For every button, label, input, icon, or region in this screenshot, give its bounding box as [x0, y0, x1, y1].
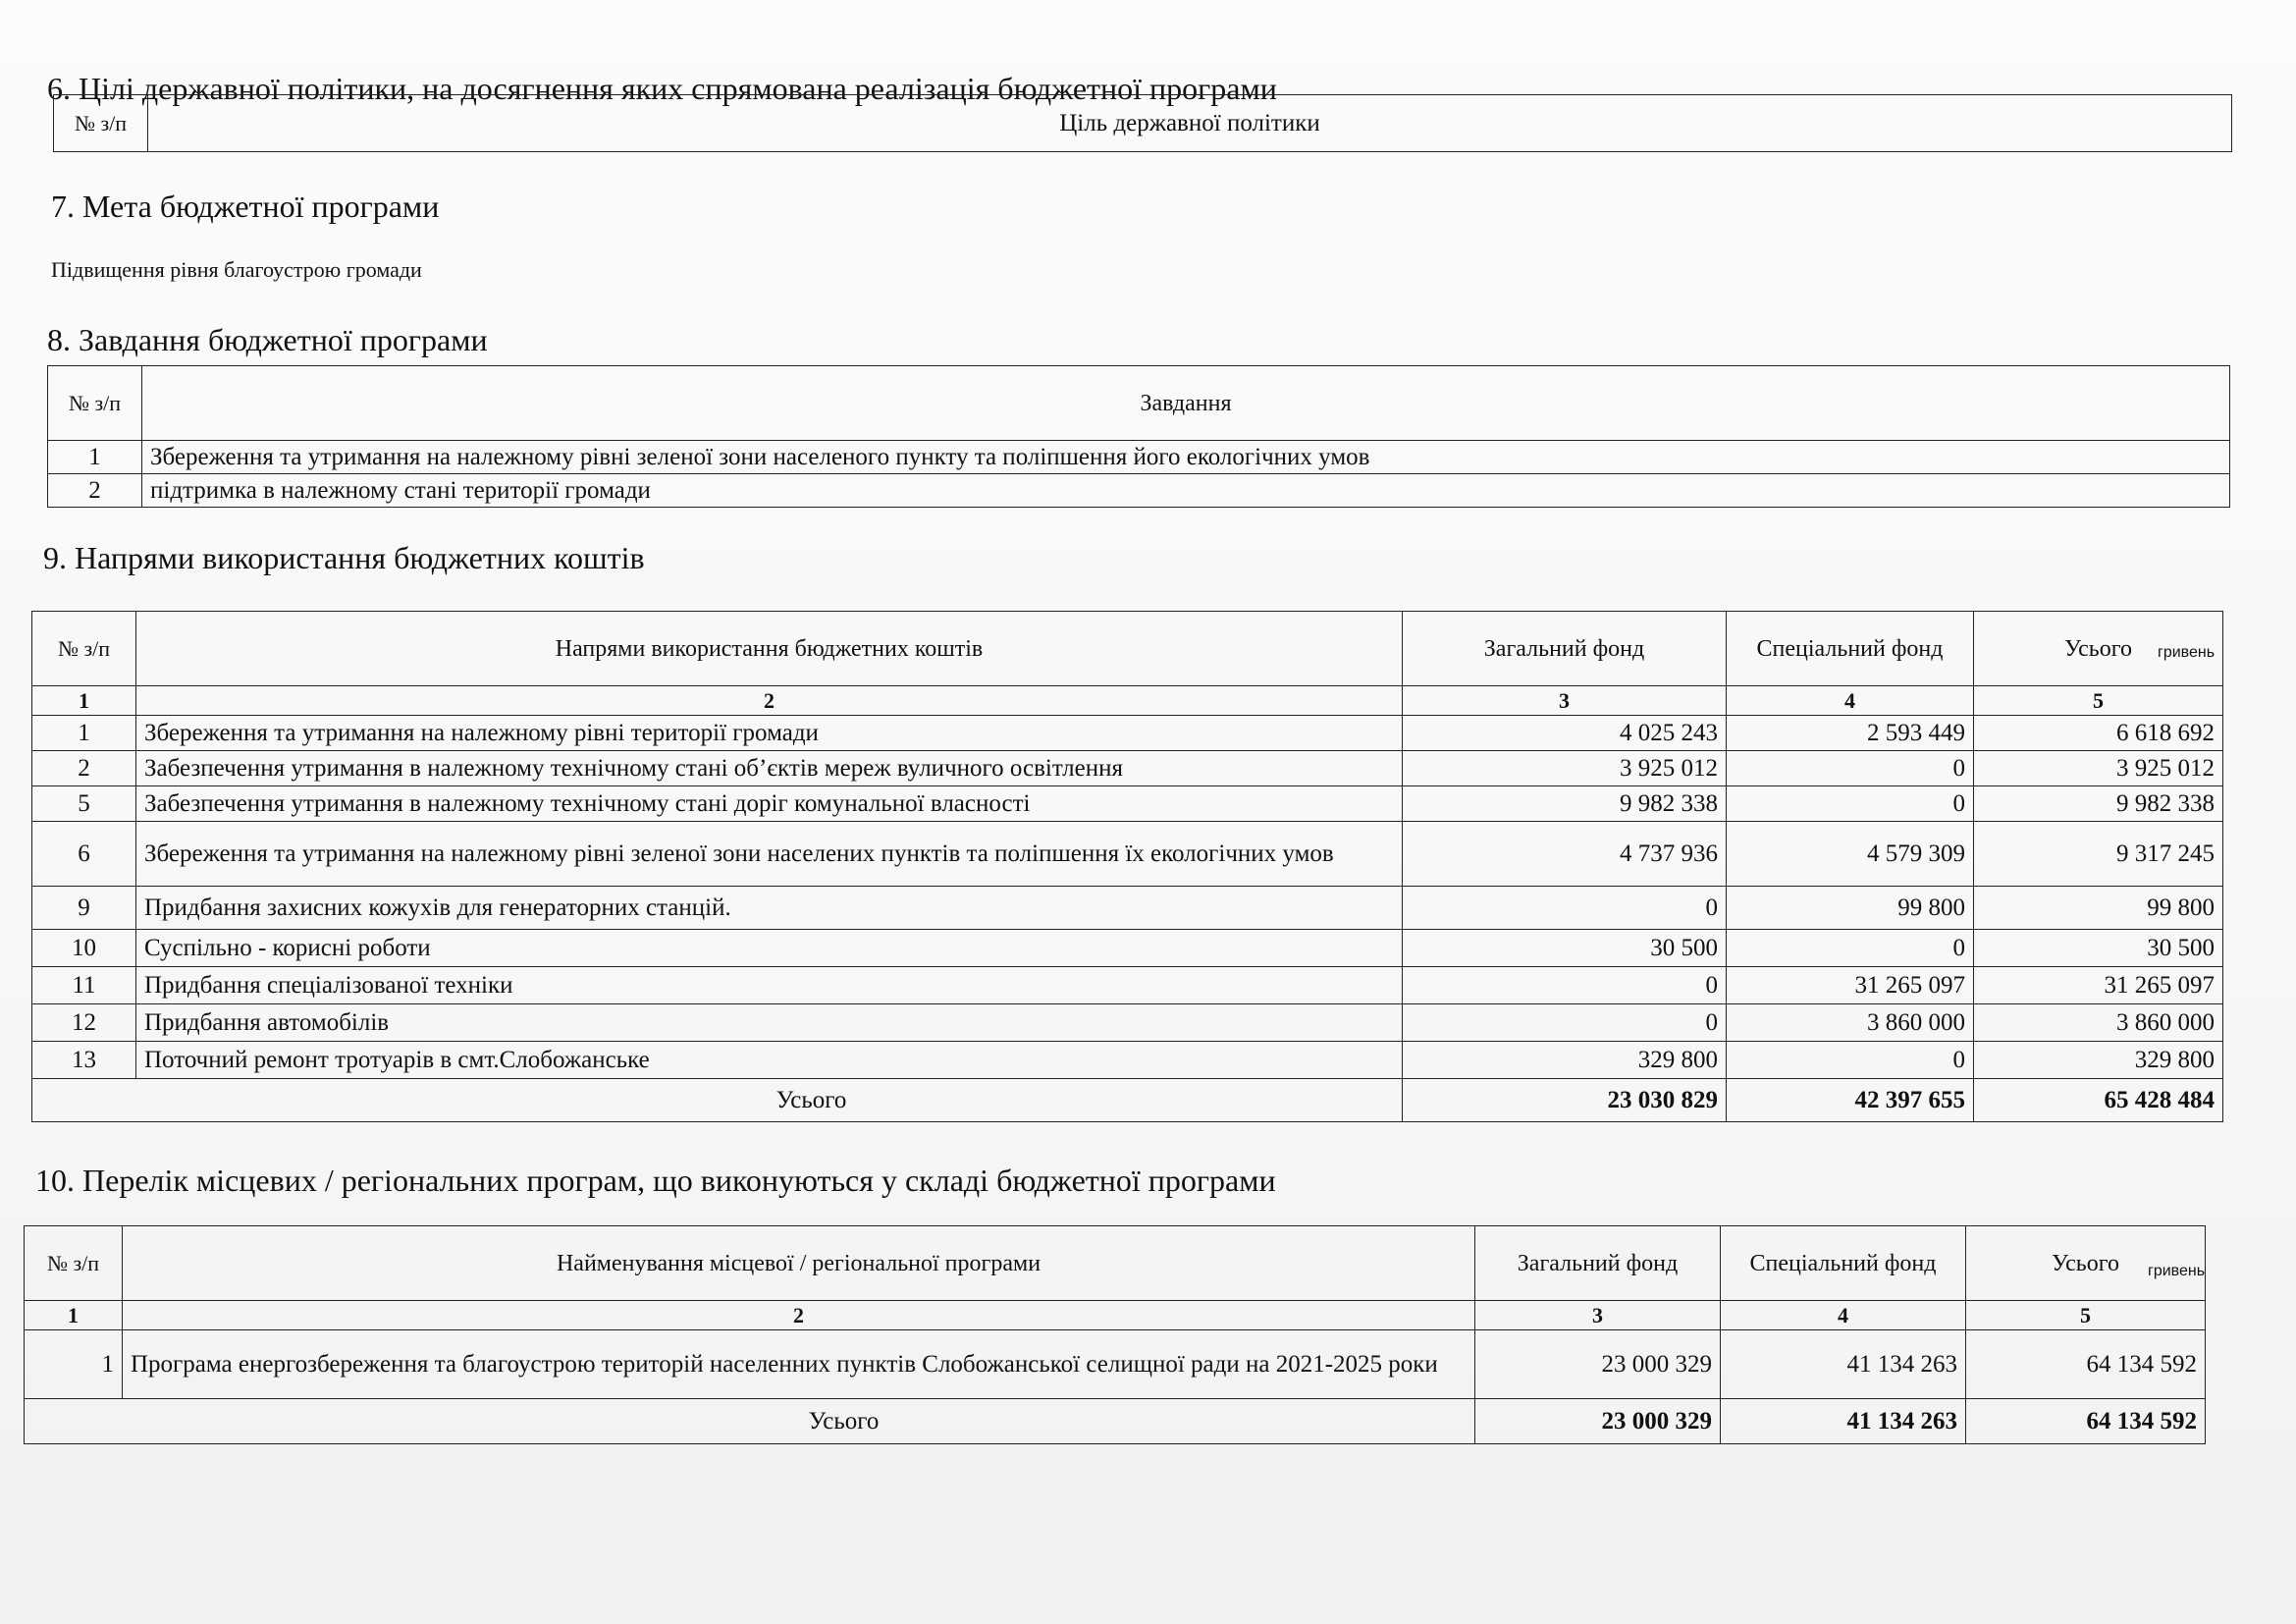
total-total: 64 134 592 — [1966, 1399, 2206, 1444]
row-general-fund: 0 — [1403, 1004, 1727, 1042]
total-special-fund: 41 134 263 — [1721, 1399, 1966, 1444]
row-no: 11 — [32, 967, 136, 1004]
row-no: 5 — [32, 786, 136, 822]
table-row — [48, 441, 2230, 474]
section-6-table — [53, 94, 2232, 152]
col-header-direction: Напрями використання бюджетних коштів — [136, 612, 1403, 686]
col-header-task: Завдання — [142, 366, 2230, 441]
row-total: 99 800 — [1974, 887, 2223, 930]
table-row — [32, 1004, 2223, 1042]
row-general-fund: 3 925 012 — [1403, 751, 1727, 786]
column-number-row — [25, 1301, 2206, 1330]
row-direction: Забезпечення утримання в належному технічному стані об’єктів мереж вуличного освітлення — [136, 751, 1403, 786]
unit-label: гривень — [2148, 1263, 2206, 1279]
table-row — [32, 822, 2223, 887]
row-special-fund: 2 593 449 — [1727, 716, 1974, 751]
col-header-no: № з/п — [32, 612, 136, 686]
section-8-table — [47, 365, 2230, 508]
row-total: 31 265 097 — [1974, 967, 2223, 1004]
col-num: 3 — [1475, 1301, 1721, 1330]
row-special-fund: 0 — [1727, 786, 1974, 822]
column-number-row — [32, 686, 2223, 716]
section-7-title: 7. Мета бюджетної програми — [51, 189, 440, 224]
row-special-fund: 31 265 097 — [1727, 967, 1974, 1004]
row-no: 1 — [25, 1330, 123, 1399]
col-num: 2 — [136, 686, 1403, 716]
row-total: 329 800 — [1974, 1042, 2223, 1079]
row-direction: Придбання спеціалізованої техніки — [136, 967, 1403, 1004]
row-direction: Суспільно - корисні роботи — [136, 930, 1403, 967]
section-10-table — [24, 1225, 2206, 1444]
col-header-goal: Ціль державної політики — [148, 95, 2232, 152]
row-general-fund: 4 737 936 — [1403, 822, 1727, 887]
row-direction: Забезпечення утримання в належному технічному стані доріг комунальної власності — [136, 786, 1403, 822]
row-total: 3 860 000 — [1974, 1004, 2223, 1042]
table-row — [32, 751, 2223, 786]
table-row — [25, 1330, 2206, 1399]
row-direction: Поточний ремонт тротуарів в смт.Слобожанське — [136, 1042, 1403, 1079]
section-9-title: 9. Напрями використання бюджетних коштів — [43, 540, 645, 575]
row-special-fund: 3 860 000 — [1727, 1004, 1974, 1042]
col-num: 4 — [1727, 686, 1974, 716]
row-special-fund: 0 — [1727, 751, 1974, 786]
row-program-name: Програма енергозбереження та благоустрою територій населенних пунктів Слобожанської селищної ради на 2021-2025 роки — [123, 1330, 1475, 1399]
row-special-fund: 0 — [1727, 930, 1974, 967]
total-general-fund: 23 030 829 — [1403, 1079, 1727, 1122]
row-general-fund: 23 000 329 — [1475, 1330, 1721, 1399]
total-general-fund: 23 000 329 — [1475, 1399, 1721, 1444]
col-header-general-fund: Загальний фонд — [1403, 612, 1727, 686]
row-no: 2 — [32, 751, 136, 786]
total-total: 65 428 484 — [1974, 1079, 2223, 1122]
row-special-fund: 4 579 309 — [1727, 822, 1974, 887]
col-header-special-fund: Спеціальний фонд — [1727, 612, 1974, 686]
table-row — [32, 786, 2223, 822]
task-text: Збереження та утримання на належному рівні зеленої зони населеного пункту та поліпшення його екологічних умов — [142, 441, 2230, 474]
col-header-total: Усього — [1966, 1226, 2206, 1301]
row-general-fund: 329 800 — [1403, 1042, 1727, 1079]
row-total: 64 134 592 — [1966, 1330, 2206, 1399]
row-no: 13 — [32, 1042, 136, 1079]
row-total: 3 925 012 — [1974, 751, 2223, 786]
col-num: 2 — [123, 1301, 1475, 1330]
task-no: 1 — [48, 441, 142, 474]
row-general-fund: 30 500 — [1403, 930, 1727, 967]
total-label: Усього — [25, 1399, 1475, 1444]
row-no: 6 — [32, 822, 136, 887]
table-row — [32, 716, 2223, 751]
table-row — [48, 474, 2230, 508]
total-label: Усього — [32, 1079, 1403, 1122]
row-total: 30 500 — [1974, 930, 2223, 967]
row-general-fund: 0 — [1403, 887, 1727, 930]
col-header-general-fund: Загальний фонд — [1475, 1226, 1721, 1301]
col-num: 5 — [1974, 686, 2223, 716]
col-header-program-name: Найменування місцевої / регіональної програми — [123, 1226, 1475, 1301]
row-direction: Збереження та утримання на належному рівні зеленої зони населених пунктів та поліпшення їх екологічних умов — [136, 822, 1403, 887]
col-num: 4 — [1721, 1301, 1966, 1330]
row-no: 9 — [32, 887, 136, 930]
table-row — [32, 967, 2223, 1004]
table-row — [32, 1042, 2223, 1079]
total-row — [32, 1079, 2223, 1122]
row-total: 9 317 245 — [1974, 822, 2223, 887]
unit-label: гривень — [2158, 644, 2216, 661]
col-num: 3 — [1403, 686, 1727, 716]
section-8-title: 8. Завдання бюджетної програми — [47, 322, 488, 357]
row-total: 9 982 338 — [1974, 786, 2223, 822]
section-9-table — [31, 611, 2223, 1122]
task-text: підтримка в належному стані території громади — [142, 474, 2230, 508]
section-10-title: 10. Перелік місцевих / регіональних програм, що виконуються у складі бюджетної програми — [35, 1163, 1276, 1198]
row-direction: Придбання захисних кожухів для генераторних станцій. — [136, 887, 1403, 930]
total-special-fund: 42 397 655 — [1727, 1079, 1974, 1122]
col-header-no: № з/п — [48, 366, 142, 441]
row-general-fund: 4 025 243 — [1403, 716, 1727, 751]
col-num: 1 — [32, 686, 136, 716]
row-no: 12 — [32, 1004, 136, 1042]
total-row — [25, 1399, 2206, 1444]
row-special-fund: 0 — [1727, 1042, 1974, 1079]
row-special-fund: 99 800 — [1727, 887, 1974, 930]
row-general-fund: 0 — [1403, 967, 1727, 1004]
row-general-fund: 9 982 338 — [1403, 786, 1727, 822]
col-header-no: № з/п — [54, 95, 148, 152]
col-num: 1 — [25, 1301, 123, 1330]
col-header-special-fund: Спеціальний фонд — [1721, 1226, 1966, 1301]
row-no: 1 — [32, 716, 136, 751]
col-header-no: № з/п — [25, 1226, 123, 1301]
row-direction: Придбання автомобілів — [136, 1004, 1403, 1042]
table-row — [32, 930, 2223, 967]
row-direction: Збереження та утримання на належному рівні території громади — [136, 716, 1403, 751]
row-special-fund: 41 134 263 — [1721, 1330, 1966, 1399]
row-no: 10 — [32, 930, 136, 967]
row-total: 6 618 692 — [1974, 716, 2223, 751]
section-6-title: 6. Цілі державної політики, на досягнення яких спрямована реалізація бюджетної програми — [47, 71, 1277, 106]
program-goal-text: Підвищення рівня благоустрою громади — [51, 257, 422, 282]
col-header-total: Усього — [1974, 612, 2223, 686]
task-no: 2 — [48, 474, 142, 508]
table-row — [32, 887, 2223, 930]
col-num: 5 — [1966, 1301, 2206, 1330]
